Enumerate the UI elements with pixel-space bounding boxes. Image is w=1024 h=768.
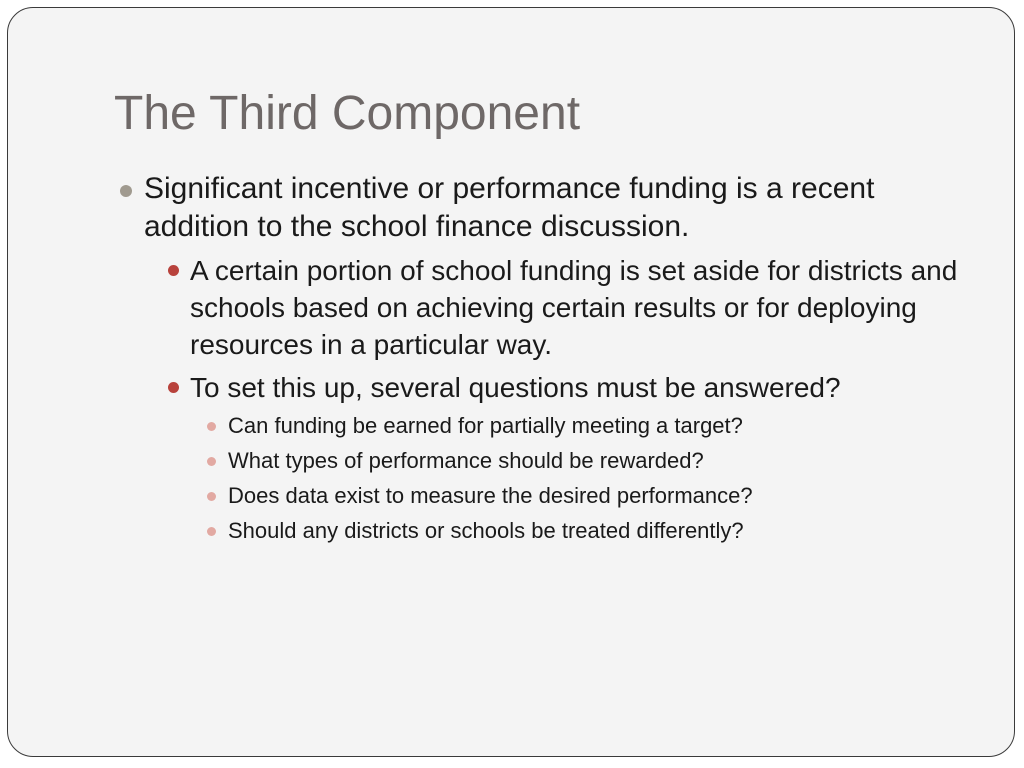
bullet-level2 <box>154 369 974 546</box>
bullet-level3 <box>196 516 974 546</box>
bullet-dot-icon <box>207 492 216 501</box>
bullet-dot-icon <box>168 382 179 393</box>
bullet-level1 <box>114 170 974 546</box>
bullet-dot-icon <box>207 422 216 431</box>
bullet-dot-icon <box>207 457 216 466</box>
bullet-dot-icon <box>120 185 132 197</box>
sub-bullet-list <box>144 252 974 546</box>
slide-title: The Third Component <box>114 87 581 140</box>
bullet-text: What types of performance should be rewarded? <box>228 448 704 473</box>
bullet-text: Significant incentive or performance funding is a recent addition to the school finance discussion. <box>144 172 875 243</box>
bullet-level3 <box>196 481 974 511</box>
bullet-text: Can funding be earned for partially meeting a target? <box>228 413 743 438</box>
bullet-level3 <box>196 411 974 441</box>
bullet-level2 <box>154 252 974 363</box>
bullet-text: Should any districts or schools be treated differently? <box>228 518 744 543</box>
bullet-text: A certain portion of school funding is set aside for districts and schools based on achieving certain results or for deploying resources in a particular way. <box>190 255 958 360</box>
bullet-text: Does data exist to measure the desired performance? <box>228 483 753 508</box>
bullet-dot-icon <box>207 527 216 536</box>
bullet-level3 <box>196 446 974 476</box>
sub-sub-bullet-list <box>190 411 974 546</box>
bullet-dot-icon <box>168 265 179 276</box>
bullet-list <box>114 170 974 548</box>
bullet-text: To set this up, several questions must be answered? <box>190 372 841 403</box>
slide-frame <box>7 7 1015 757</box>
